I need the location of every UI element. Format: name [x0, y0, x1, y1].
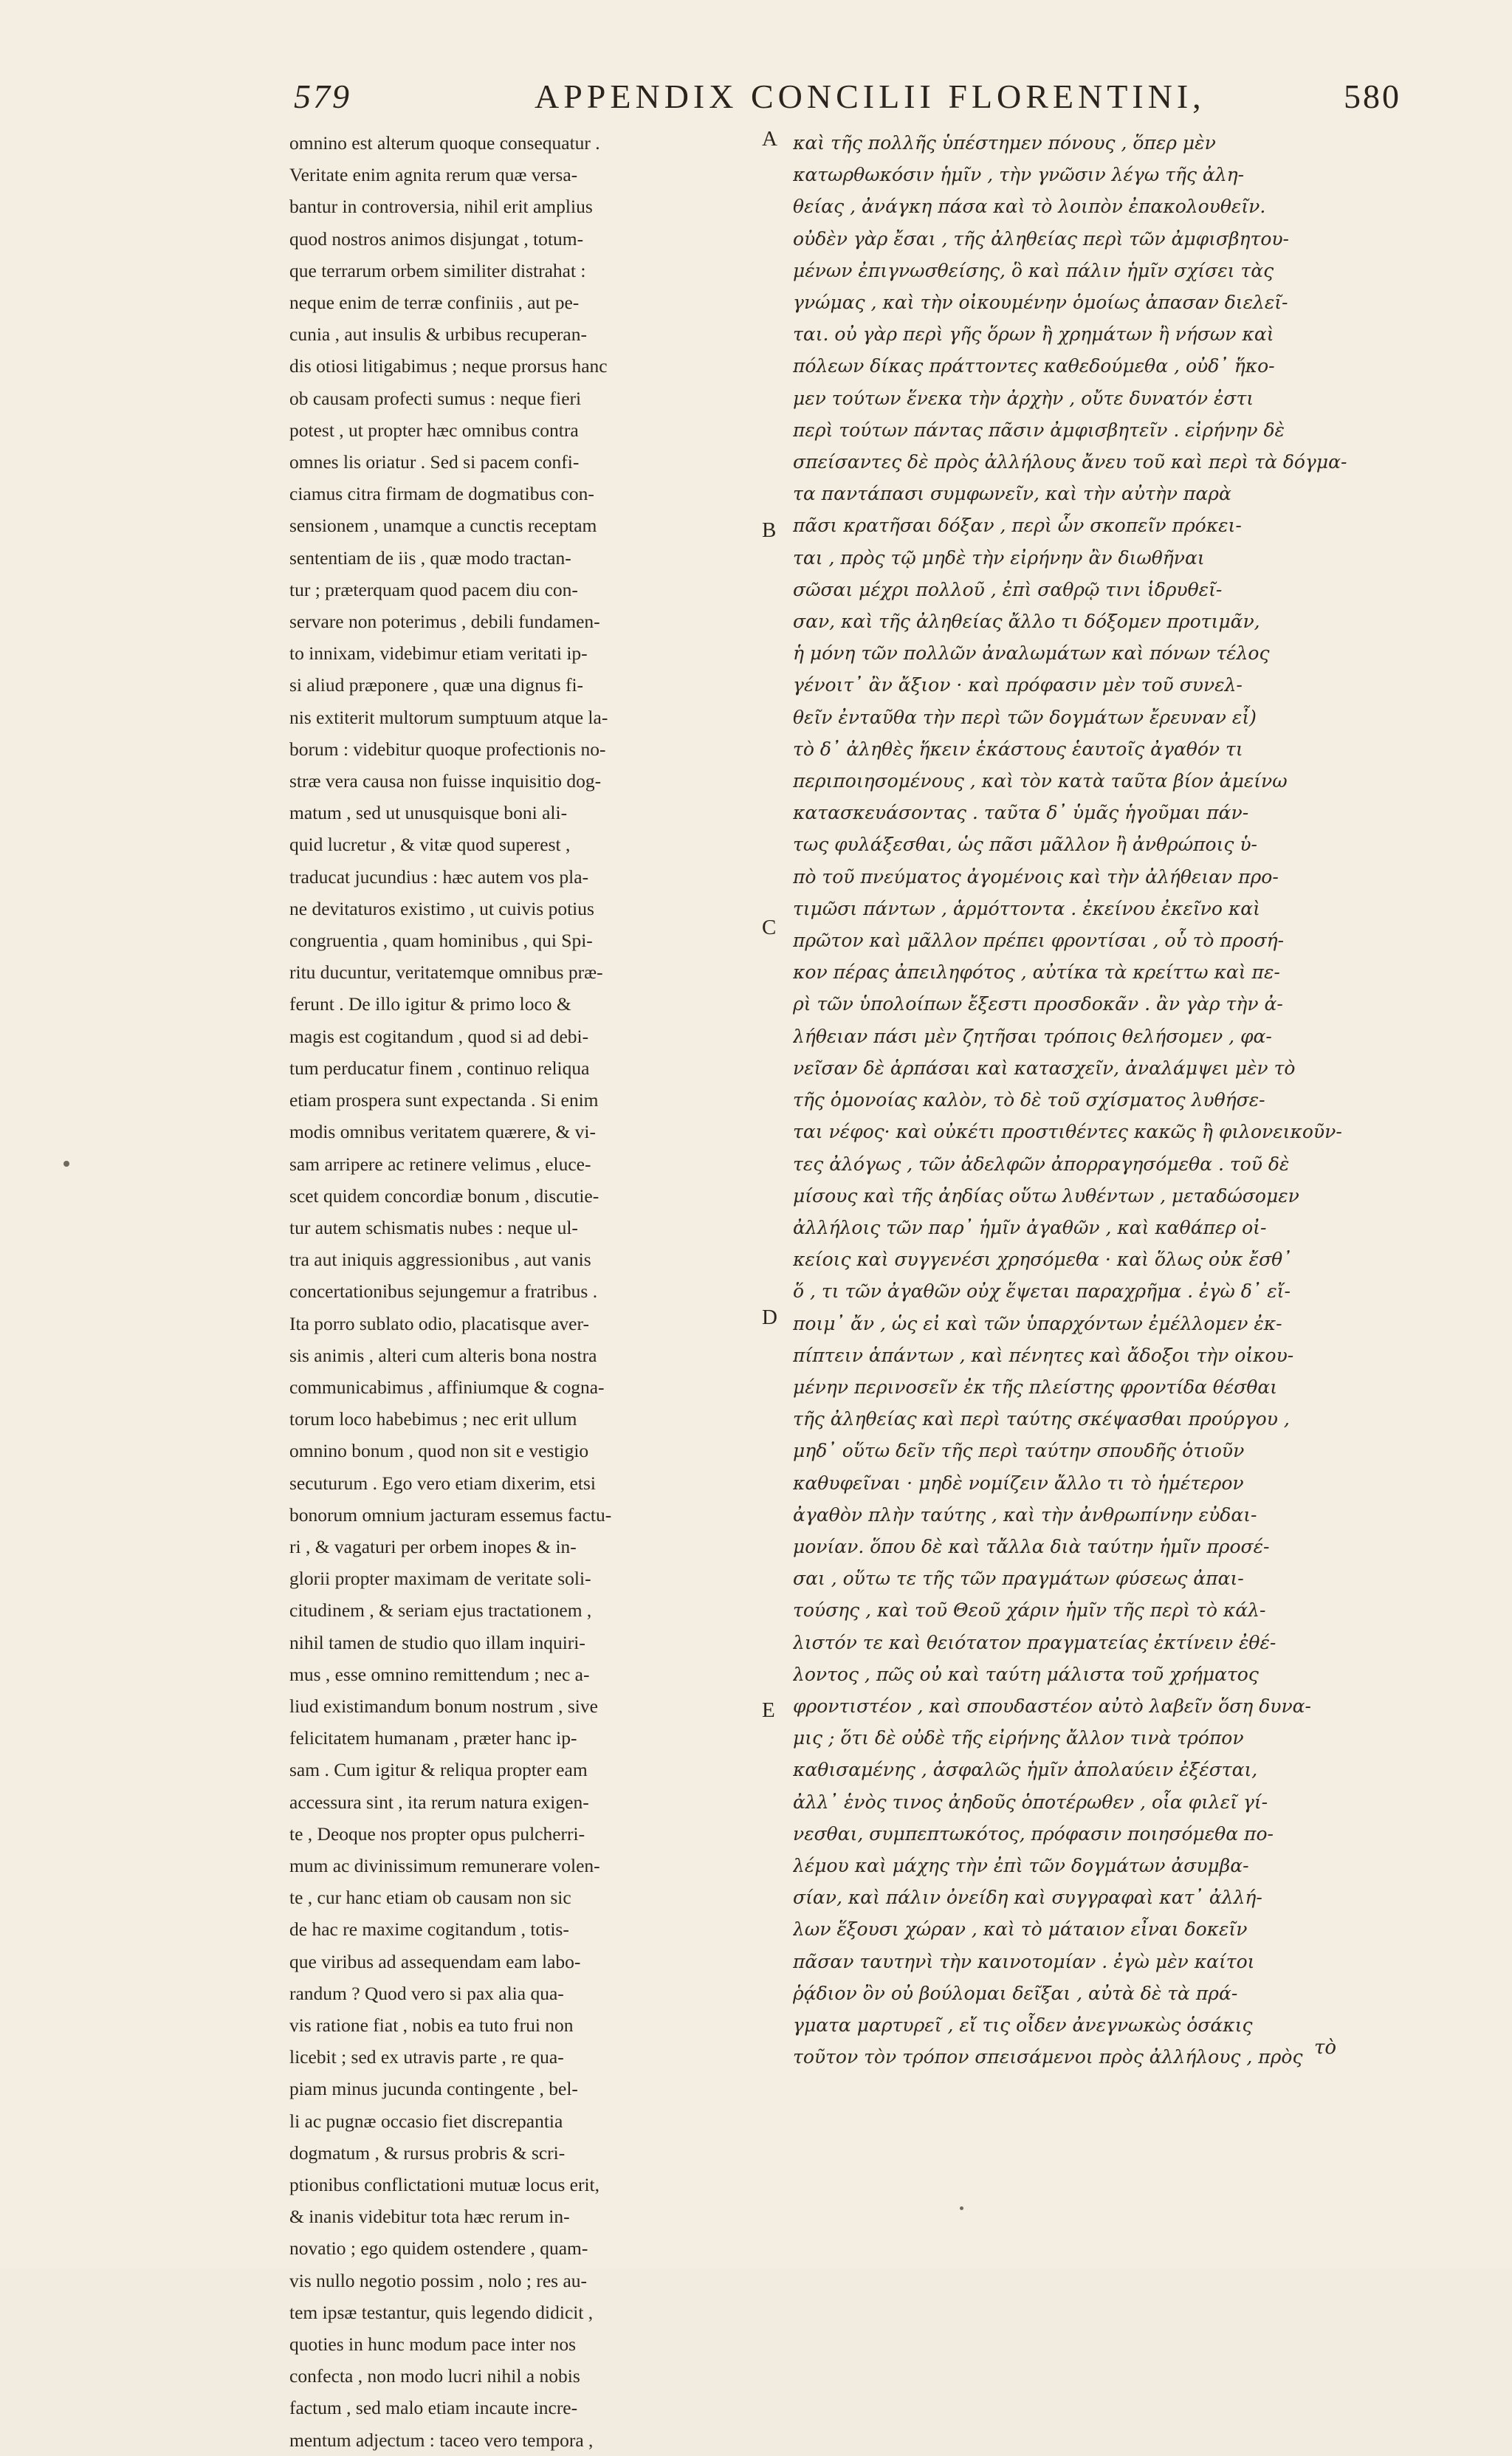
greek-text-line: ῥᾴδιον ὂν οὐ βούλομαι δεῖξαι , αὐτὰ δὲ τὰ πρά-: [793, 1982, 1238, 2004]
latin-text-line: te , cur hanc etiam ob causam non sic: [289, 1887, 571, 1909]
greek-text-line: μένων ἐπιγνωσθείσης, ὃ καὶ πάλιν ἡμῖν σχίσει τὰς: [793, 259, 1274, 281]
latin-text-line: ferunt . De illo igitur & primo loco &: [289, 993, 571, 1015]
greek-text-line: φροντιστέον , καὶ σπουδαστέον αὐτὸ λαβεῖν ὅση δυνα-: [793, 1695, 1311, 1717]
greek-text-line: θείας , ἀνάγκη πάσα καὶ τὸ λοιπὸν ἐπακολουθεῖν.: [793, 196, 1266, 218]
latin-text-line: sententiam de iis , quæ modo tractan-: [289, 546, 571, 569]
latin-text-line: matum , sed ut unusquisque boni ali-: [289, 802, 568, 824]
latin-text-line: tum perducatur finem , continuo reliqua: [289, 1057, 590, 1079]
greek-text-line: πᾶσι κρατῆσαι δόξαν , περὶ ὧν σκοπεῖν πρόκει-: [793, 515, 1242, 537]
greek-text-line: ρὶ τῶν ὑπολοίπων ἔξεστι προσδοκᾶν . ἂν γὰρ τὴν ἀ-: [793, 993, 1283, 1015]
latin-text-line: tem ipsæ testantur, quis legendo didicit ,: [289, 2301, 594, 2323]
latin-text-line: mum ac divinissimum remunerare volen-: [289, 1854, 600, 1876]
latin-text-line: li ac pugnæ occasio fiet discrepantia: [289, 2110, 563, 2132]
greek-text-line: γένοιτ᾽ ἂν ἄξιον · καὶ πρόφασιν μὲν τοῦ συνελ-: [793, 674, 1243, 696]
greek-text-line: καὶ τῆς πολλῆς ὑπέστημεν πόνους , ὅπερ μὲν: [793, 132, 1216, 154]
greek-text-line: νεσθαι, συμπεπτωκότος, πρόφασιν ποιησόμεθα πο-: [793, 1822, 1274, 1845]
greek-text-line: λοντος , πῶς οὐ καὶ ταύτη μάλιστα τοῦ χρήματος: [793, 1663, 1259, 1685]
greek-text-line: ποιμ᾽ ἄν , ὡς εἰ καὶ τῶν ὑπαρχόντων ἐμέλλομεν ἐκ-: [793, 1312, 1282, 1334]
greek-text-line: μονίαν. ὅπου δὲ καὶ τἄλλα διὰ ταύτην ἡμῖν προσέ-: [793, 1535, 1270, 1557]
latin-text-line: Ita porro sublato odio, placatisque aver-: [289, 1312, 589, 1334]
latin-text-line: ciamus citra firmam de dogmatibus con-: [289, 483, 594, 505]
greek-text-line: τες ἀλόγως , τῶν ἀδελφῶν ἀπορραγησόμεθα . τοῦ δὲ: [793, 1153, 1290, 1175]
latin-text-line: vis ratione fiat , nobis ea tuto frui non: [289, 2014, 574, 2036]
latin-text-line: magis est cogitandum , quod si ad debi-: [289, 1025, 589, 1047]
latin-text-line: te , Deoque nos propter opus pulcherri-: [289, 1822, 585, 1845]
greek-text-line: πρῶτον καὶ μᾶλλον πρέπει φροντίσαι , οὗ τὸ προσή-: [793, 930, 1285, 952]
greek-text-line: περιποιησομένους , καὶ τὸν κατὰ ταῦτα βίον ἀμείνω: [793, 770, 1288, 792]
greek-text-line: κείοις καὶ συγγενέσι χρησόμεθα · καὶ ὅλως οὐκ ἔσθ᾽: [793, 1249, 1292, 1271]
greek-text-line: καθισαμένης , ἀσφαλῶς ἡμῖν ἀπολαύειν ἐξέσται,: [793, 1759, 1258, 1781]
greek-text-line: τοῦτον τὸν τρόπον σπεισάμενοι πρὸς ἀλλήλους , πρὸς: [793, 2046, 1303, 2068]
greek-text-line: ἀγαθὸν πλὴν ταύτης , καὶ τὴν ἀνθρωπίνην εὐδαι-: [793, 1503, 1257, 1526]
greek-text-line: νεῖσαν δὲ ἁρπάσαι καὶ κατασχεῖν, ἀναλάμψει μὲν τὸ: [793, 1057, 1296, 1079]
greek-text-line: πόλεων δίκας πράττοντες καθεδούμεθα , οὐδ᾽ ἥκο-: [793, 355, 1275, 377]
greek-text-line: μένην περινοσεῖν ἐκ τῆς πλείστης φροντίδα θέσθαι: [793, 1376, 1278, 1398]
greek-text-line: τὸ δ᾽ ἀληθὲς ἥκειν ἑκάστους ἑαυτοῖς ἀγαθόν τι: [793, 738, 1243, 760]
greek-text-line: σῶσαι μέχρι πολλοῦ , ἐπὶ σαθρῷ τινι ἱδρυθεῖ-: [793, 578, 1223, 600]
greek-text-line: σαν, καὶ τῆς ἀληθείας ἄλλο τι δόξομεν προτιμᾶν,: [793, 611, 1260, 633]
latin-text-line: dogmatum , & rursus probris & scri-: [289, 2141, 566, 2164]
greek-text-line: καθυφεῖναι · μηδὲ νομίζειν ἄλλο τι τὸ ἡμέτερον: [793, 1472, 1244, 1494]
latin-text-line: stræ vera causa non fuisse inquisitio dog-: [289, 770, 602, 792]
latin-text-line: bantur in controversia, nihil erit amplius: [289, 196, 593, 218]
latin-text-line: concertationibus sejungemur a fratribus .: [289, 1280, 598, 1303]
latin-text-line: borum : videbitur quoque profectionis no-: [289, 738, 606, 760]
latin-text-line: quid lucretur , & vitæ quod superest ,: [289, 834, 571, 856]
greek-text-line: ται , πρὸς τῷ μηδὲ τὴν εἰρήνην ἂν διωθῆναι: [793, 546, 1205, 569]
latin-text-line: omnino est alterum quoque consequatur .: [289, 132, 600, 154]
latin-text-line: ob causam profecti sumus : neque fieri: [289, 387, 582, 409]
running-title: APPENDIX CONCILII FLORENTINI,: [535, 78, 1206, 115]
latin-text-line: neque enim de terræ confiniis , aut pe-: [289, 292, 580, 314]
latin-text-line: etiam prospera sunt expectanda . Si enim: [289, 1089, 599, 1111]
latin-text-line: sensionem , unamque a cunctis receptam: [289, 515, 597, 537]
latin-text-line: citudinem , & seriam ejus tractationem ,: [289, 1599, 592, 1622]
greek-text-line: σαι , οὕτω τε τῆς τῶν πραγμάτων φύσεως ἀπαι-: [793, 1568, 1244, 1590]
latin-text-line: ptionibus conflictationi mutuæ locus erit,: [289, 2174, 599, 2195]
greek-text-line: γματα μαρτυρεῖ , εἴ τις οἶδεν ἀνεγνωκὼς ὁσάκις: [793, 2014, 1253, 2036]
greek-text-line: τούσης , καὶ τοῦ Θεοῦ χάριν ἡμῖν τῆς περὶ τὸ κάλ-: [793, 1599, 1266, 1622]
latin-text-line: mus , esse omnino remittendum ; nec a-: [289, 1663, 590, 1685]
greek-text-line: ται. οὐ γὰρ περὶ γῆς ὅρων ἢ χρημάτων ἢ νήσων καὶ: [793, 323, 1274, 346]
latin-text-line: mentum adjectum : taceo vero tempora ,: [289, 2429, 594, 2451]
latin-text-line: felicitatem humanam , præter hanc ip-: [289, 1727, 577, 1749]
latin-text-line: communicabimus , affiniumque & cogna-: [289, 1376, 605, 1398]
latin-text-line: quod nostros animos disjungat , totum-: [289, 227, 584, 250]
greek-text-line: κατασκευάσοντας . ταῦτα δ᾽ ὑμᾶς ἡγοῦμαι πάν-: [793, 802, 1249, 824]
latin-text-line: torum loco habebimus ; nec erit ullum: [289, 1408, 577, 1430]
greek-text-line: τῆς ὁμονοίας καλὸν, τὸ δὲ τοῦ σχίσματος λυθήσε-: [793, 1089, 1265, 1111]
latin-text-line: factum , sed malo etiam incaute incre-: [289, 2397, 578, 2419]
greek-text-line: οὐδὲν γὰρ ἔσαι , τῆς ἀληθείας περὶ τῶν ἀμφισβητου-: [793, 227, 1290, 250]
latin-text-line: piam minus jucunda contingente , bel-: [289, 2078, 578, 2100]
greek-text-line: ται νέφος· καὶ οὐκέτι προστιθέντες κακῶς ἢ φιλονεικοῦν-: [793, 1121, 1342, 1143]
greek-text-line: τως φυλάξεσθαι, ὡς πᾶσι μᾶλλον ἢ ἀνθρώποις ὑ-: [793, 834, 1257, 856]
greek-text-line: μίσους καὶ τῆς ἀηδίας οὕτω λυθέντων , μεταδώσομεν: [793, 1184, 1299, 1207]
latin-text-line: cunia , aut insulis & urbibus recuperan-: [289, 323, 587, 346]
page-number-right: 580: [1344, 78, 1401, 115]
greek-text-column: [793, 127, 1381, 2073]
latin-text-line: scet quidem concordiæ bonum , discutie-: [289, 1184, 599, 1207]
greek-text-line: μεν τούτων ἕνεκα τὴν ἀρχὴν , οὔτε δυνατόν ἐστι: [793, 387, 1254, 409]
latin-text-line: ritu ducuntur, veritatemque omnibus præ-: [289, 961, 603, 984]
latin-text-line: tra aut iniquis aggressionibus , aut vanis: [289, 1249, 591, 1271]
greek-text-line: κον πέρας ἀπειληφότος , αὐτίκα τὰ κρείττω καὶ πε-: [793, 961, 1280, 984]
latin-text-line: servare non poterimus , debili fundamen-: [289, 611, 600, 633]
section-marker-e: E: [762, 1698, 775, 1722]
latin-text-line: sam arripere ac retinere velimus , eluce-: [289, 1153, 591, 1175]
latin-text-line: congruentia , quam hominibus , qui Spi-: [289, 930, 593, 952]
greek-text-line: ὅ , τι τῶν ἀγαθῶν οὐχ ἕψεται παραχρῆμα . ἐγὼ δ᾽ εἴ-: [793, 1280, 1291, 1303]
greek-text-line: μηδ᾽ οὕτω δεῖν τῆς περὶ ταύτην σπουδῆς ὁτιοῦν: [793, 1440, 1245, 1462]
greek-text-line: περὶ τούτων πάντας πᾶσιν ἀμφισβητεῖν . εἰρήνην δὲ: [793, 419, 1285, 441]
latin-text-line: novatio ; ego quidem ostendere , quam-: [289, 2237, 588, 2260]
latin-text-line: modis omnibus veritatem quærere, & vi-: [289, 1121, 597, 1143]
greek-text-line: λων ἕξουσι χώραν , καὶ τὸ μάταιον εἶναι δοκεῖν: [793, 1918, 1248, 1941]
latin-text-line: ne devitaturos existimo , ut cuivis potius: [289, 897, 594, 919]
latin-text-line: & inanis videbitur tota hæc rerum in-: [289, 2206, 570, 2228]
latin-text-line: liud existimandum bonum nostrum , sive: [289, 1695, 598, 1717]
latin-text-line: quoties in hunc modum pace inter nos: [289, 2333, 577, 2356]
greek-text-line: τῆς ἀληθείας καὶ περὶ ταύτης σκέψασθαι προύργου ,: [793, 1408, 1290, 1430]
latin-text-column: [289, 127, 756, 2456]
latin-text-line: omnino bonum , quod non sit e vestigio: [289, 1440, 589, 1462]
latin-text-line: si aliud præponere , quæ una dignus fi-: [289, 674, 584, 696]
latin-text-line: nihil tamen de studio quo illam inquiri-: [289, 1631, 585, 1653]
latin-text-line: que viribus ad assequendam eam labo-: [289, 1950, 581, 1972]
latin-text-line: Veritate enim agnita rerum quæ versa-: [289, 164, 578, 186]
latin-text-line: potest , ut propter hæc omnibus contra: [289, 419, 579, 441]
latin-text-line: ri , & vagaturi per orbem inopes & in-: [289, 1535, 577, 1557]
greek-text-line: σίαν, καὶ πάλιν ὀνείδη καὶ συγγραφαὶ κατ᾽ ἀλλή-: [793, 1887, 1262, 1909]
greek-text-line: πᾶσαν ταυτηνὶ τὴν καινοτομίαν . ἐγὼ μὲν καίτοι: [793, 1950, 1255, 1972]
greek-text-line: πίπτειν ἁπάντων , καὶ πένητες καὶ ἄδοξοι τὴν οἰκου-: [793, 1344, 1294, 1366]
section-marker-d: D: [762, 1306, 777, 1329]
latin-text-line: bonorum omnium jacturam essemus factu-: [289, 1503, 612, 1526]
latin-text-line: tur autem schismatis nubes : neque ul-: [289, 1216, 578, 1238]
greek-text-line: λιστόν τε καὶ θειότατον πραγματείας ἐκτίνειν ἐθέ-: [793, 1631, 1276, 1653]
paper-speck: [960, 2206, 963, 2210]
latin-text-line: glorii propter maximam de veritate soli-: [289, 1568, 591, 1590]
latin-text-line: confecta , non modo lucri nihil a nobis: [289, 2365, 580, 2387]
greek-text-line: ἡ μόνη τῶν πολλῶν ἀναλωμάτων καὶ πόνων τέλος: [793, 642, 1270, 665]
section-marker-c: C: [762, 916, 777, 939]
greek-text-line: γνώμας , καὶ τὴν οἰκουμένην ὁμοίως ἀπασαν διελεῖ-: [793, 292, 1288, 314]
greek-text-line: λήθειαν πάσι μὲν ζητῆσαι τρόποις θελήσομεν , φα-: [793, 1025, 1272, 1047]
latin-text-line: nis extiterit multorum sumptuum atque la-: [289, 706, 608, 728]
greek-text-line: λέμου καὶ μάχης τὴν ἐπὶ τῶν δογμάτων ἀσυμβα-: [793, 1854, 1249, 1876]
greek-text-line: πὸ τοῦ πνεύματος ἀγομένοις καὶ τὴν ἀλήθειαν προ-: [793, 865, 1279, 888]
latin-text-line: sis animis , alteri cum alteris bona nostra: [289, 1344, 597, 1366]
greek-text-line: ἀλλήλοις τῶν παρ᾽ ἡμῖν ἀγαθῶν , καὶ καθάπερ οἰ-: [793, 1216, 1267, 1238]
greek-text-line: μις ; ὅτι δὲ οὐδὲ τῆς εἰρήνης ἄλλον τινὰ τρόπον: [793, 1727, 1244, 1749]
latin-text-line: dis otiosi litigabimus ; neque prorsus hanc: [289, 355, 608, 377]
latin-text-line: sam . Cum igitur & reliqua propter eam: [289, 1759, 588, 1781]
greek-text-line: τιμῶσι πάντων , ἁρμόττοντα . ἐκείνου ἐκεῖνο καὶ: [793, 897, 1260, 919]
section-marker-b: B: [762, 518, 777, 542]
catchword: τὸ: [1314, 2037, 1337, 2059]
latin-text-line: secuturum . Ego vero etiam dixerim, etsi: [289, 1472, 596, 1494]
greek-text-line: τα παντάπασι συμφωνεῖν, καὶ τὴν αὐτὴν παρὰ: [793, 483, 1231, 505]
latin-text-line: traducat jucundius : hæc autem vos pla-: [289, 865, 589, 888]
latin-text-line: accessura sint , ita rerum natura exigen-: [289, 1791, 589, 1813]
latin-text-line: licebit ; sed ex utravis parte , re qua-: [289, 2046, 564, 2068]
latin-text-line: tur ; præterquam quod pacem diu con-: [289, 578, 578, 600]
greek-text-line: θεῖν ἐνταῦθα τὴν περὶ τῶν δογμάτων ἔρευναν εἶ): [793, 706, 1257, 728]
section-marker-a: A: [762, 127, 777, 151]
latin-text-line: que terrarum orbem similiter distrahat :: [289, 259, 586, 281]
page-number-left: 579: [294, 78, 351, 115]
latin-text-line: de hac re maxime cogitandum , totis-: [289, 1918, 569, 1941]
greek-text-line: σπείσαντες δὲ πρὸς ἀλλήλους ἄνευ τοῦ καὶ περὶ τὰ δόγμα-: [793, 451, 1347, 473]
latin-text-line: omnes lis oriatur . Sed si pacem confi-: [289, 451, 580, 473]
greek-text-line: ἀλλ᾽ ἑνὸς τινος ἀηδοῦς ὁποτέρωθεν , οἷα φιλεῖ γί-: [793, 1791, 1268, 1813]
latin-text-line: vis nullo negotio possim , nolo ; res au-: [289, 2269, 588, 2291]
latin-text-line: to innixam, videbimur etiam veritati ip-: [289, 642, 588, 665]
greek-text-line: κατωρθωκόσιν ἡμῖν , τὴν γνῶσιν λέγω τῆς ἀλη-: [793, 164, 1245, 186]
latin-text-line: randum ? Quod vero si pax alia qua-: [289, 1982, 564, 2004]
paper-speck: [63, 1161, 69, 1167]
